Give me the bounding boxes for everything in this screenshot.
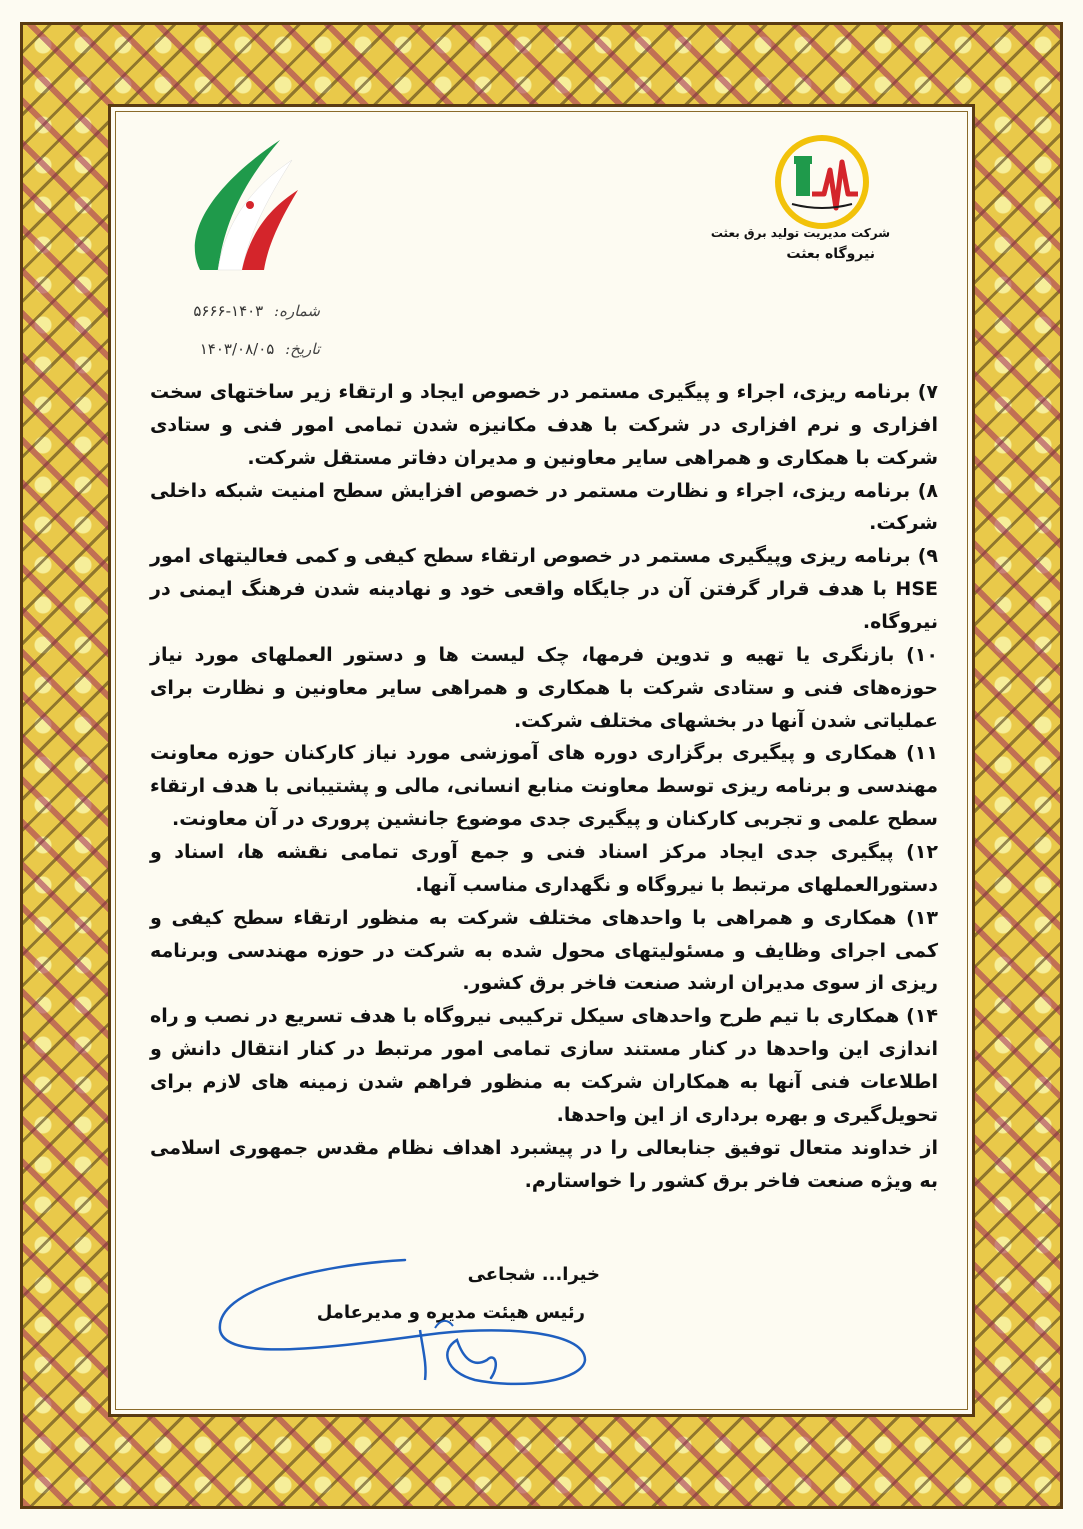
letter-number bbox=[180, 302, 320, 320]
signatory-name: خیرا... شجاعی bbox=[467, 1264, 600, 1285]
list-item: ۱۴) همکاری با تیم طرح واحدهای سیکل ترکیبی نیروگاه با هدف تسریع در نصب و راه اندازی این واحدها در کنار مستند سازی تمامی امور مرتبط در کنار انتقال دانش و اطلاعات فنی آنها به همکاران شرکت به منظور فراهم شدن زمینه های لازم برای تحویل‌گیری و بهره برداری از این واحدها. bbox=[150, 1005, 938, 1126]
list-item: ۱۱) همکاری و پیگیری برگزاری دوره های آموزشی مورد نیاز کارکنان حوزه معاونت مهندسی و برنامه ریزی توسط معاونت منابع انسانی، مالی و پشتیبانی با هدف ارتقاء سطح علمی و تجربی کارکنان و پیگیری جدی موضوع جانشین پروری در آن معاونت. bbox=[150, 742, 938, 831]
number-label: شماره: bbox=[274, 302, 320, 320]
company-logo-icon bbox=[772, 132, 872, 232]
plant-name: نیروگاه بعثت bbox=[786, 246, 875, 262]
signatory-title: رئیس هیئت مدیره و مدیرعامل bbox=[316, 1302, 585, 1323]
handwritten-signature-icon bbox=[195, 1240, 605, 1400]
list-item: ۷) برنامه ریزی، اجراء و پیگیری مستمر در خصوص ایجاد و ارتقاء زیر ساختهای سخت افزاری و نرم افزاری در شرکت با هدف مکانیزه شدن تمامی امور فنی و ستادی شرکت با همکاری و همراهی سایر معاونین و مدیران دفاتر مستقل شرکت. bbox=[150, 381, 938, 469]
number-value: ۱۴۰۳-۵۶۶۶ bbox=[193, 302, 264, 320]
letter-date bbox=[180, 340, 320, 358]
list-item: ۹) برنامه ریزی وپیگیری مستمر در خصوص ارتقاء سطح کیفی و کمی فعالیتهای امور HSE با هدف قرار گرفتن آن در جایگاه واقعی خود و نهادینه شدن فرهنگ ایمنی در نیروگاه. bbox=[150, 545, 938, 634]
iran-flag-emblem bbox=[170, 120, 300, 280]
company-name: شرکت مدیریت تولید برق بعثت bbox=[710, 226, 890, 240]
list-item: ۸) برنامه ریزی، اجراء و نظارت مستمر در خصوص افزایش سطح امنیت شبکه داخلی شرکت. bbox=[150, 479, 938, 535]
list-item: ۱۲) پیگیری جدی ایجاد مرکز اسناد فنی و جمع آوری تمامی نقشه ها، اسناد و دستورالعملهای مرتبط با نیروگاه و نگهداری مناسب آنها. bbox=[150, 841, 938, 896]
list-item: ۱۳) همکاری و همراهی با واحدهای مختلف شرکت به منظور ارتقاء سطح کیفی و کمی اجرای وظایف و مسئولیتهای محول شده به شرکت در حوزه مهندسی وبرنامه ریزی از سوی مدیران ارشد صنعت فاخر برق کشور. bbox=[150, 906, 938, 995]
closing-paragraph: از خداوند متعال توفیق جنابعالی را در پیشبرد اهداف نظام مقدس جمهوری اسلامی به ویژه صنعت فاخر برق کشور را خواستارم. bbox=[150, 1136, 938, 1192]
list-item: ۱۰) بازنگری یا تهیه و تدوین فرمها، چک لیست ها و دستور العملهای مورد نیاز حوزه‌های فنی و ستادی شرکت با همکاری و همراهی سایر معاونین و نظارت برای عملیاتی شدن آنها در بخشهای مختلف شرکت. bbox=[150, 643, 938, 732]
date-value: ۱۴۰۳/۰۸/۰۵ bbox=[199, 340, 275, 358]
date-label: تاریخ: bbox=[285, 340, 320, 358]
letter-body bbox=[150, 376, 938, 1197]
